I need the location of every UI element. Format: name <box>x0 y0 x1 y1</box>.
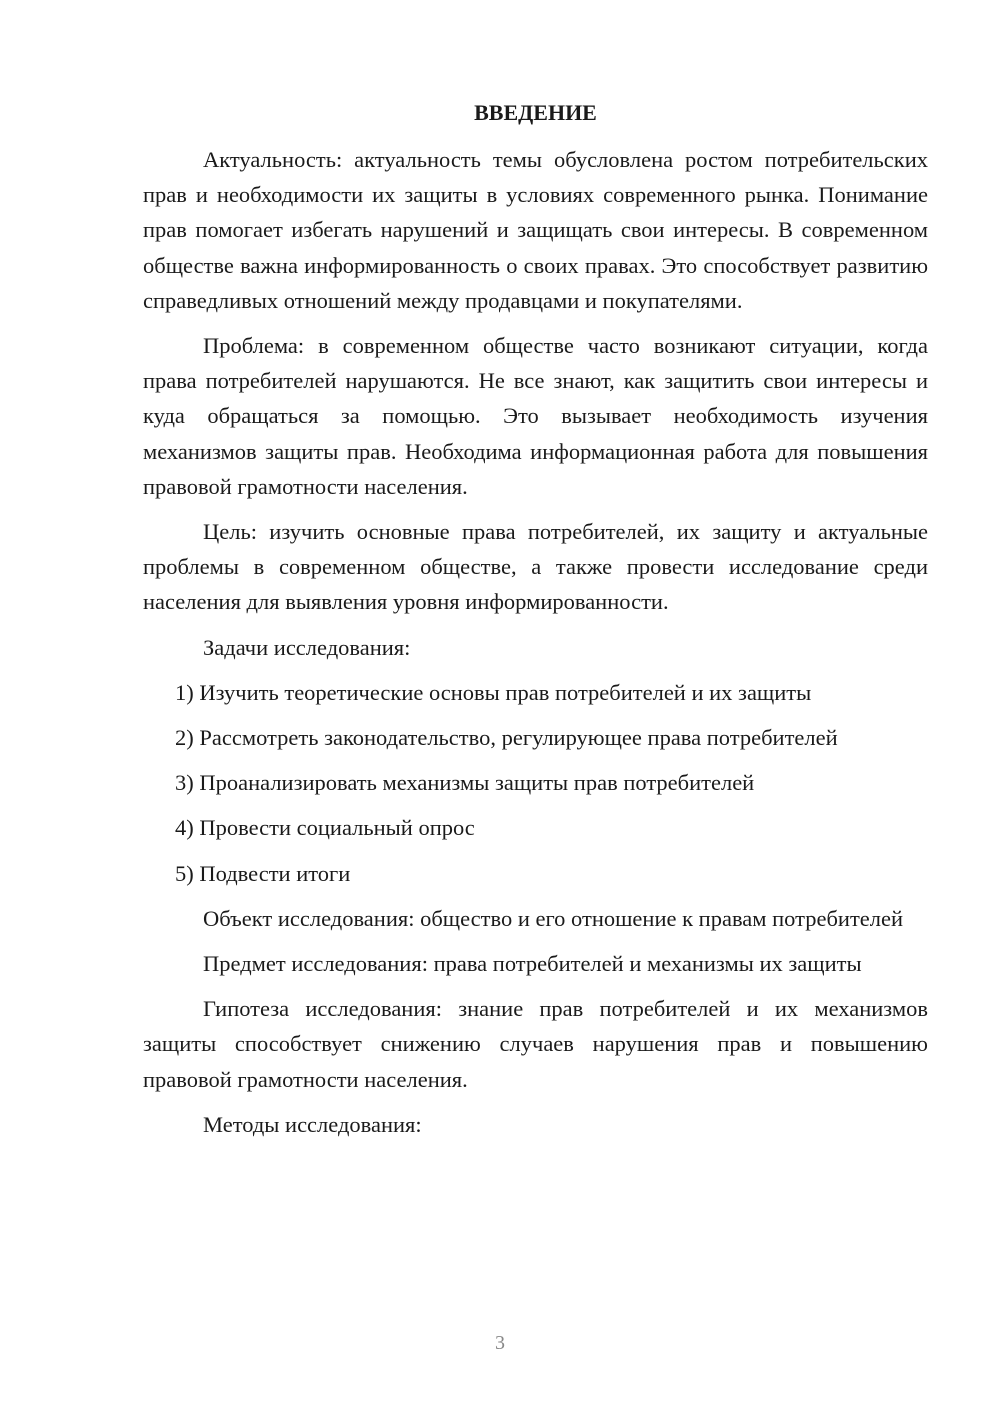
list-item: 4) Провести социальный опрос <box>175 815 475 841</box>
paragraph-problem: Проблема: в современном обществе часто возникают ситуации, когда права потребителей нарушаются. Не все знают, как защитить свои интересы и куда обращаться за помощью. Это вызывает необходимость изучения механизмов защиты прав. Необходима информационная работа для повышения правовой грамотности населения. <box>143 333 928 499</box>
paragraph-goal: Цель: изучить основные права потребителей, их защиту и актуальные проблемы в современном обществе, а также провести исследование среди населения для выявления уровня информированности. <box>143 519 928 615</box>
list-item: 3) Проанализировать механизмы защиты прав потребителей <box>175 770 755 796</box>
paragraph-subject: Предмет исследования: права потребителей и механизмы их защиты <box>203 951 862 977</box>
paragraph-hypothesis: Гипотеза исследования: знание прав потребителей и их механизмов защиты способствует снижению случаев нарушения прав и повышению правовой грамотности населения. <box>143 996 928 1092</box>
document-title: ВВЕДЕНИЕ <box>474 100 597 125</box>
list-item: 1) Изучить теоретические основы прав потребителей и их защиты <box>175 679 812 705</box>
document-page <box>143 95 928 1152</box>
paragraph-relevance: Актуальность: актуальность темы обусловлена ростом потребительских прав и необходимости их защиты в условиях современного рынка. Понимание прав помогает избегать нарушений и защищать свои интересы. В современном обществе важна информированность о своих правах. Это способствует развитию справедливых отношений между продавцами и покупателями. <box>143 147 928 313</box>
paragraph-methods: Методы исследования: <box>203 1111 422 1137</box>
page-number: 3 <box>495 1332 505 1354</box>
paragraph-tasks-heading: Задачи исследования: <box>203 634 411 660</box>
list-item: 2) Рассмотреть законодательство, регулирующее права потребителей <box>175 725 838 751</box>
paragraph-object: Объект исследования: общество и его отношение к правам потребителей <box>203 905 904 931</box>
list-item: 5) Подвести итоги <box>175 860 351 886</box>
tasks-list <box>143 675 928 891</box>
